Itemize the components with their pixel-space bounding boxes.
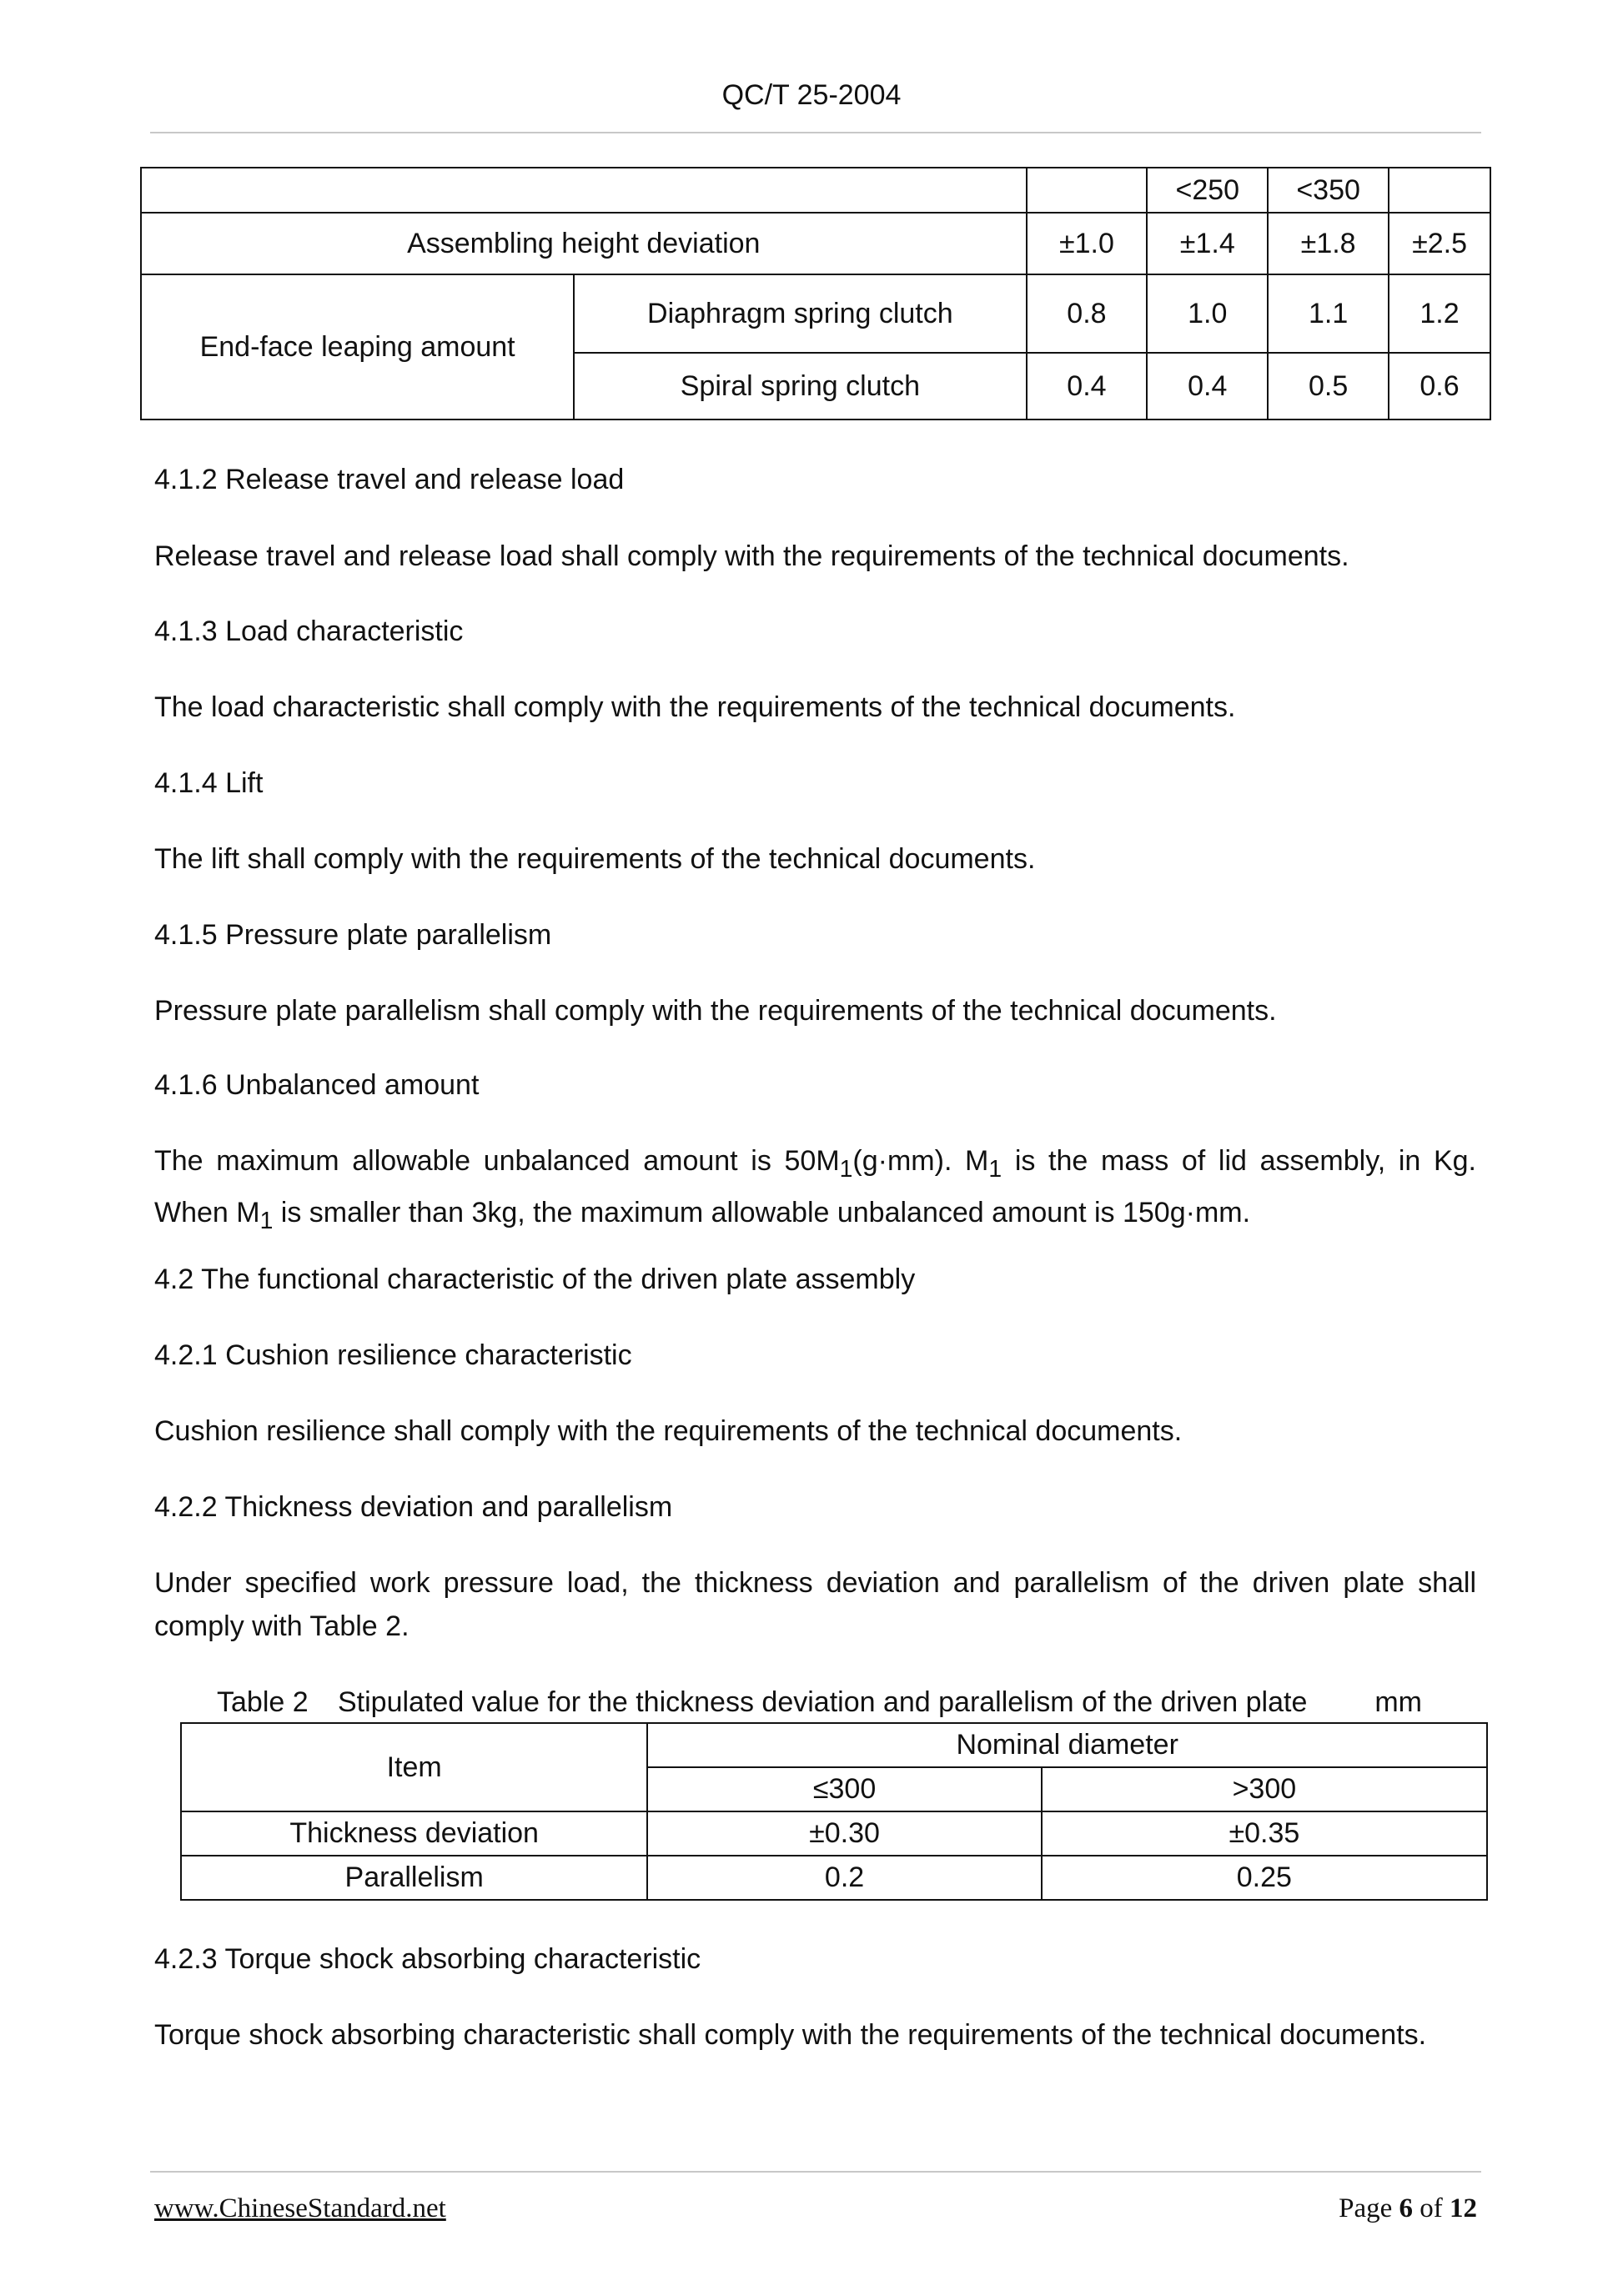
table-cell: 1.0 <box>1147 274 1268 353</box>
table-row <box>181 1723 1487 1767</box>
footer-divider <box>150 2171 1481 2173</box>
table-cell: ±1.4 <box>1147 213 1268 274</box>
text-run: The maximum allowable unbalanced amount is 50M <box>154 1145 840 1177</box>
clutch-tolerance-table <box>140 167 1491 420</box>
table-2-unit: mm <box>1374 1686 1422 1718</box>
table-row <box>141 168 1490 213</box>
table-cell: ±1.8 <box>1268 213 1389 274</box>
table-cell: <350 <box>1268 168 1389 213</box>
section-heading-4-1-5: 4.1.5 Pressure plate parallelism <box>154 919 552 951</box>
column-header: ≤300 <box>647 1767 1041 1811</box>
section-heading-4-2: 4.2 The functional characteristic of the driven plate assembly <box>154 1264 916 1295</box>
driven-plate-table <box>180 1722 1488 1901</box>
table-cell <box>141 168 1027 213</box>
section-heading-4-1-4: 4.1.4 Lift <box>154 767 264 799</box>
table-2-title: Stipulated value for the thickness deviation and parallelism of the driven plate <box>338 1686 1308 1718</box>
table-cell: ±0.30 <box>647 1811 1041 1856</box>
paragraph: The load characteristic shall comply with the requirements of the technical documents. <box>154 691 1236 723</box>
row-label: Parallelism <box>181 1856 647 1900</box>
row-label-end-face-leaping: End-face leaping amount <box>141 274 574 420</box>
row-label: Thickness deviation <box>181 1811 647 1856</box>
table-cell: 0.25 <box>1042 1856 1487 1900</box>
section-heading-4-2-3: 4.2.3 Torque shock absorbing characteristic <box>154 1943 701 1975</box>
table-cell: 1.1 <box>1268 274 1389 353</box>
column-header: >300 <box>1042 1767 1487 1811</box>
text-run: is smaller than 3kg, the maximum allowable unbalanced amount is 150g·mm. <box>273 1196 1251 1228</box>
page-number: 6 <box>1399 2193 1413 2223</box>
header-divider <box>150 132 1481 133</box>
section-heading-4-1-3: 4.1.3 Load characteristic <box>154 615 464 647</box>
table-2-number: Table 2 <box>217 1686 309 1718</box>
section-heading-4-1-2: 4.1.2 Release travel and release load <box>154 464 625 495</box>
table-cell: 1.2 <box>1389 274 1490 353</box>
table-cell: 0.6 <box>1389 353 1490 420</box>
website-link[interactable]: www.ChineseStandard.net <box>154 2193 446 2223</box>
paragraph: Torque shock absorbing characteristic shall comply with the requirements of the technical documents. <box>154 2019 1427 2051</box>
table-2-caption <box>217 1681 1422 1724</box>
row-label-assembling-height: Assembling height deviation <box>141 213 1027 274</box>
page-prefix: Page <box>1339 2193 1399 2223</box>
table-row <box>181 1811 1487 1856</box>
section-heading-4-2-1: 4.2.1 Cushion resilience characteristic <box>154 1339 632 1371</box>
table-cell: 0.8 <box>1027 274 1148 353</box>
table-cell: ±0.35 <box>1042 1811 1487 1856</box>
table-cell: <250 <box>1147 168 1268 213</box>
table-cell: 0.4 <box>1027 353 1148 420</box>
subscript: 1 <box>839 1155 853 1183</box>
text-run: (g·mm). M <box>852 1145 989 1177</box>
page-indicator <box>1339 2193 1477 2224</box>
paragraph: Release travel and release load shall comply with the requirements of the technical documents. <box>154 540 1349 572</box>
subscript: 1 <box>988 1155 1002 1183</box>
table-cell <box>1389 168 1490 213</box>
table-row <box>141 213 1490 274</box>
table-cell: ±2.5 <box>1389 213 1490 274</box>
section-heading-4-2-2: 4.2.2 Thickness deviation and parallelism <box>154 1491 673 1523</box>
paragraph: Cushion resilience shall comply with the requirements of the technical documents. <box>154 1415 1183 1447</box>
nominal-diameter-header: Nominal diameter <box>647 1723 1487 1767</box>
page-of: of <box>1413 2193 1450 2223</box>
table-row <box>181 1856 1487 1900</box>
section-heading-4-1-6: 4.1.6 Unbalanced amount <box>154 1069 480 1101</box>
paragraph: The lift shall comply with the requirements of the technical documents. <box>154 843 1036 875</box>
sub-row-label: Spiral spring clutch <box>574 353 1026 420</box>
sub-row-label: Diaphragm spring clutch <box>574 274 1026 353</box>
table-cell: 0.2 <box>647 1856 1041 1900</box>
text-run: is the mass of lid assembly, in Kg. When M <box>154 1145 1476 1228</box>
paragraph-unbalanced-amount <box>154 1139 1476 1243</box>
item-header: Item <box>181 1723 647 1811</box>
table-cell <box>1027 168 1148 213</box>
document-code-header: QC/T 25-2004 <box>721 79 902 111</box>
table-cell: 0.5 <box>1268 353 1389 420</box>
table-cell: 0.4 <box>1147 353 1268 420</box>
table-row <box>141 274 1490 353</box>
paragraph: Pressure plate parallelism shall comply with the requirements of the technical documents. <box>154 995 1277 1027</box>
page-total: 12 <box>1450 2193 1477 2223</box>
paragraph: Under specified work pressure load, the thickness deviation and parallelism of the driven plate shall comply with Table 2. <box>154 1567 1476 1642</box>
subscript: 1 <box>259 1207 274 1234</box>
table-cell: ±1.0 <box>1027 213 1148 274</box>
